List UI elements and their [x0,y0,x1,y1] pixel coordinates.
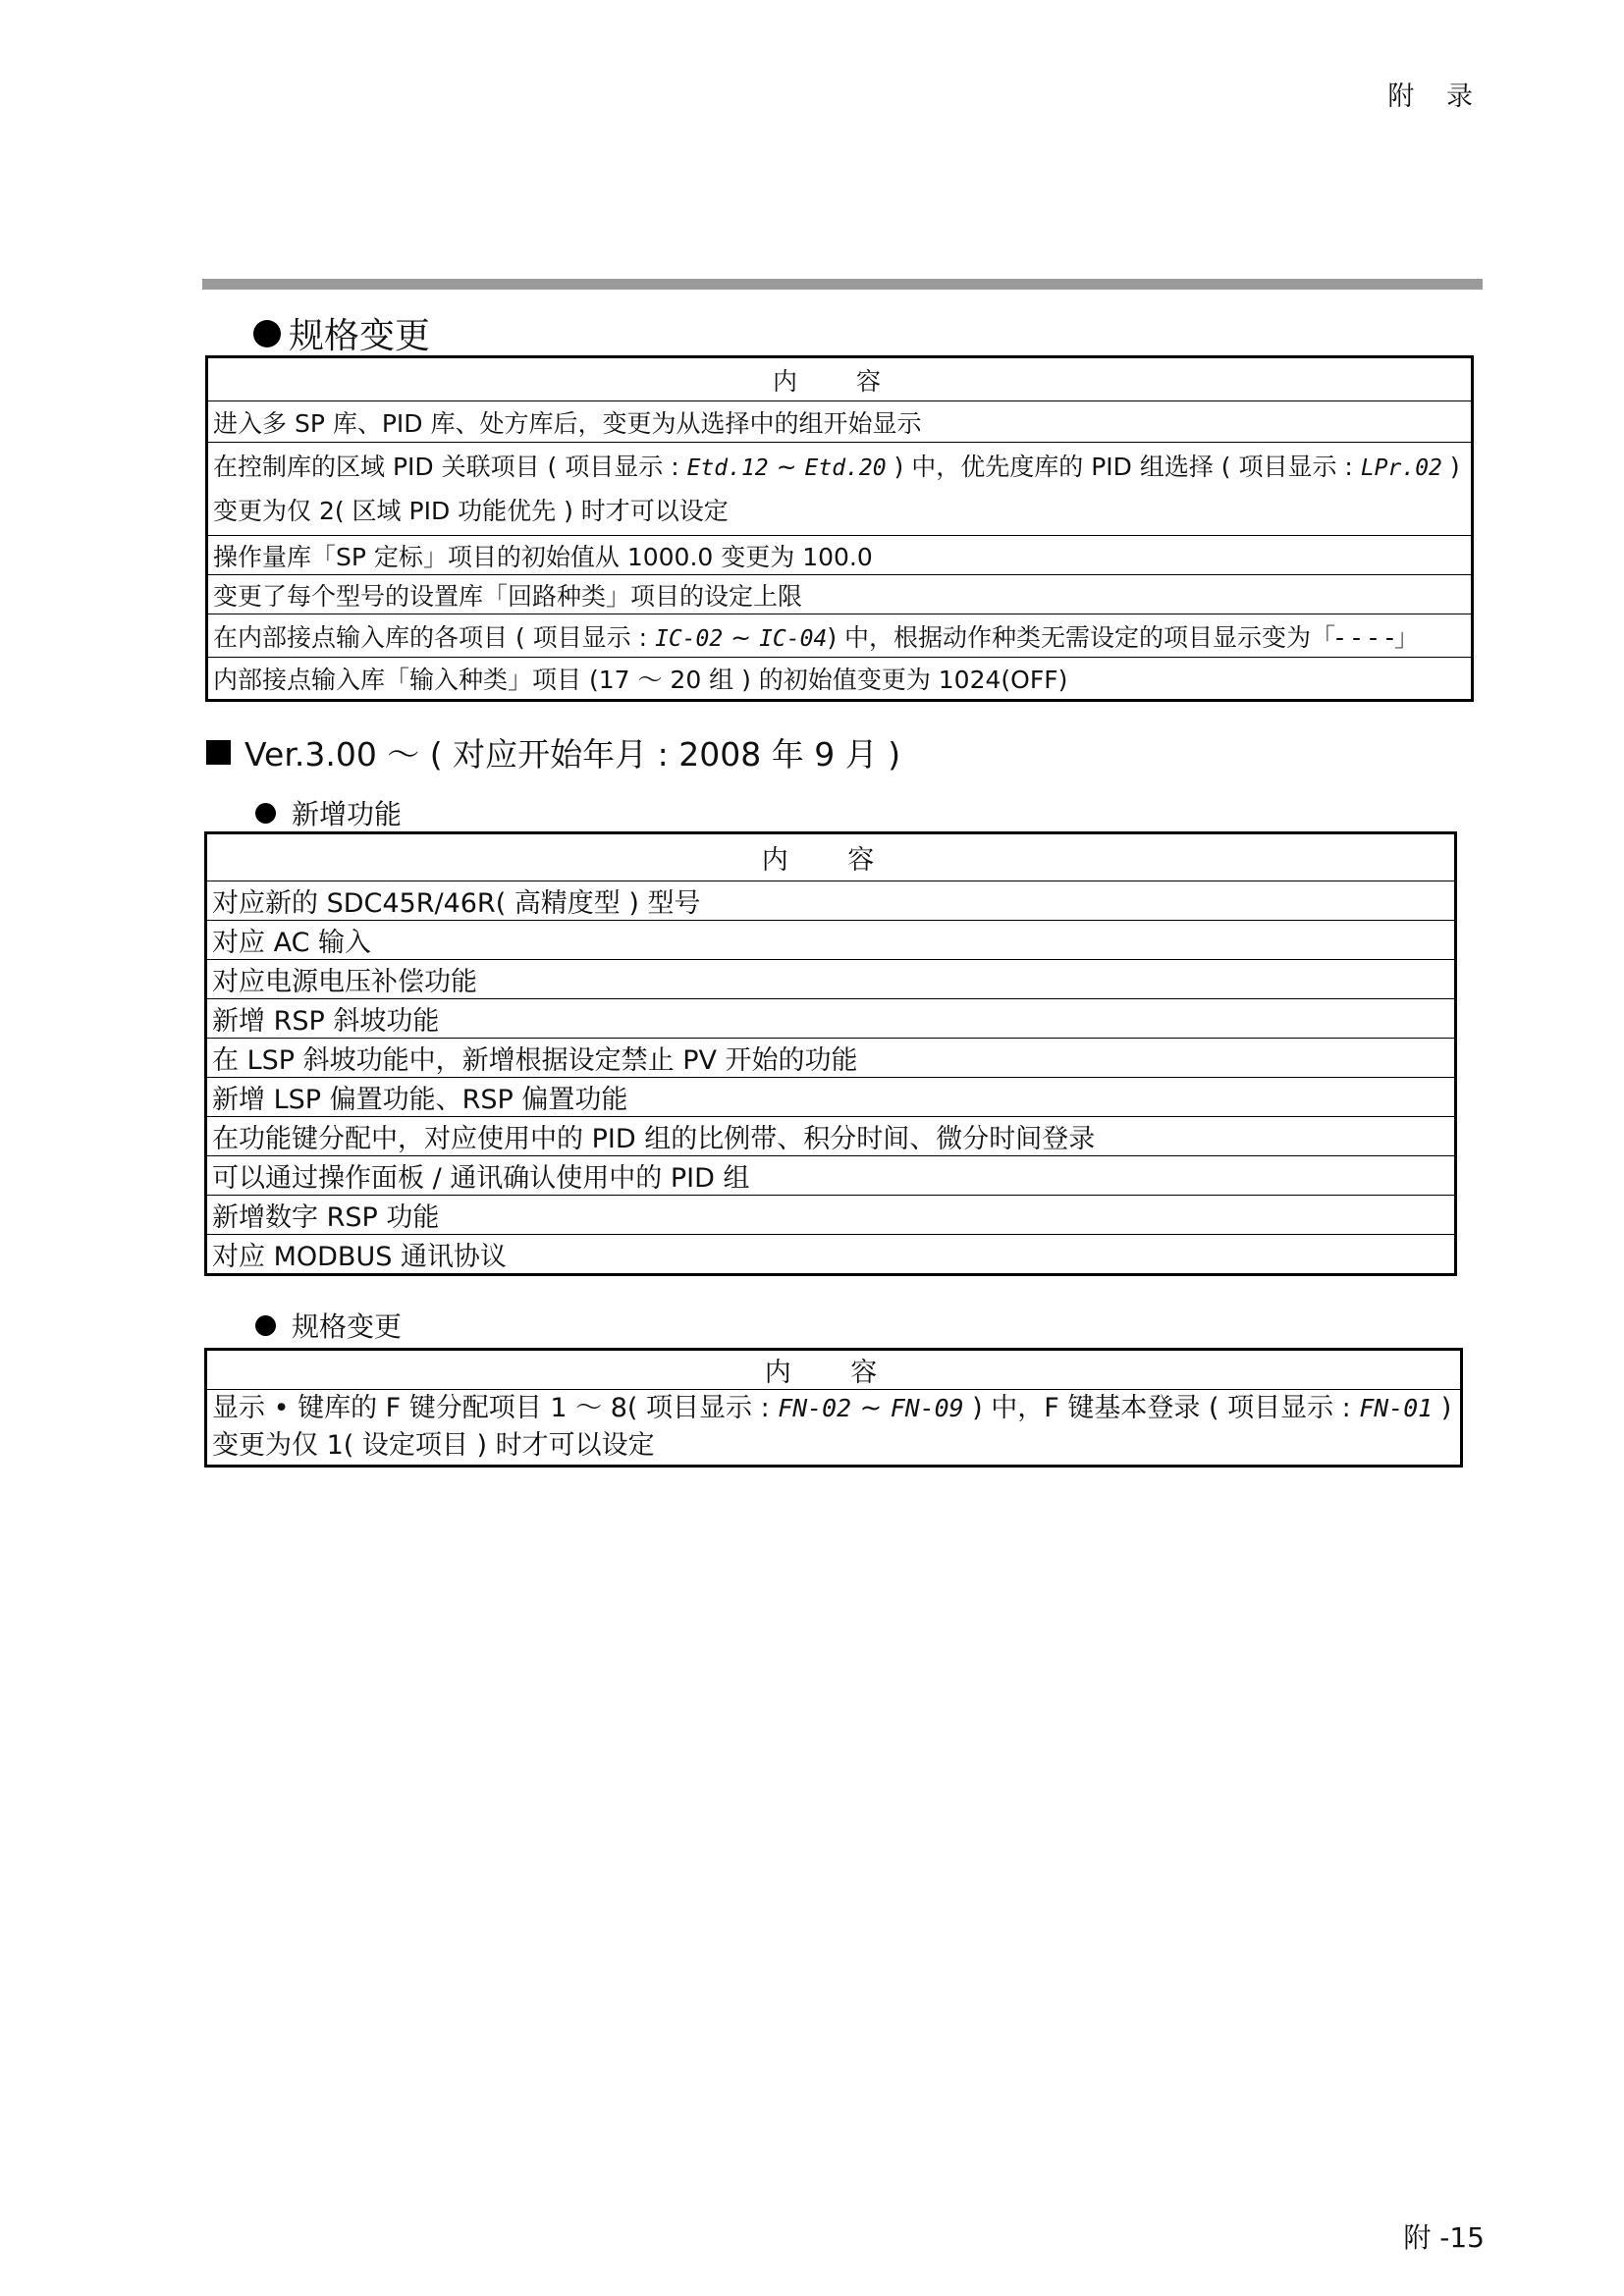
table-row [207,443,1473,536]
table-row [207,536,1473,575]
segment-display-code: Etd.12 [686,455,769,481]
square-bullet-icon [206,740,231,765]
bullet-icon [253,320,281,347]
table-cell: 对应 MODBUS 通讯协议 [206,1235,1456,1275]
table-row [206,1039,1456,1078]
section-title-text: 规格变更 [289,316,431,356]
table-cell: 在功能键分配中，对应使用中的 PID 组的比例带、积分时间、微分时间登录 [206,1117,1456,1156]
table-row [206,960,1456,999]
segment-display-code: IC-02 [654,625,724,652]
table-header: 内 容 [206,1350,1462,1390]
appendix-header: 附 录 [1387,81,1485,112]
section-title-text: 规格变更 [292,1310,403,1343]
section-title-spec-change [253,308,430,358]
table-cell: 新增 LSP 偏置功能、RSP 偏置功能 [206,1078,1456,1117]
table-row [207,401,1473,443]
spec-change-table-2 [204,1348,1463,1468]
section-title-spec-change-2 [255,1306,402,1345]
section-title-text: 新增功能 [292,798,403,830]
bullet-icon [255,1315,276,1336]
table-cell: 可以通过操作面板 / 通讯确认使用中的 PID 组 [206,1156,1456,1196]
new-features-table [204,831,1457,1276]
table-row [206,1078,1456,1117]
spec-change-table [205,355,1474,702]
table-cell: 内部接点输入库「输入种类」项目 (17 ～ 20 组 ) 的初始值变更为 1024(OFF) [207,658,1473,701]
table-cell: 显示 • 键库的 F 键分配项目 1 ～ 8( 项目显示 : FN-02 ~ FN-09 ) 中，F 键基本登录 ( 项目显示 : FN-01 ) 变更为仅 1( 设定项目 ) 时才可以设定 [206,1390,1462,1467]
segment-display-code: LPr.02 [1360,455,1442,481]
table-row [206,921,1456,960]
table-cell: 在 LSP 斜坡功能中，新增根据设定禁止 PV 开始的功能 [206,1039,1456,1078]
table-row [206,1156,1456,1196]
version-heading-text: Ver.3.00 ～ ( 对应开始年月 : 2008 年 9 月 ) [244,735,901,774]
page-number: 附 -15 [1403,2221,1485,2254]
segment-display-code: Etd.20 [804,455,887,481]
table-cell: 变更了每个型号的设置库「回路种类」项目的设定上限 [207,575,1473,614]
table-row [206,881,1456,921]
segment-display-code: IC-04 [759,625,828,652]
table-row [207,614,1473,658]
table-cell: 新增数字 RSP 功能 [206,1196,1456,1235]
table-cell: 对应新的 SDC45R/46R( 高精度型 ) 型号 [206,881,1456,921]
section-title-new-features [255,793,402,832]
table-cell: 进入多 SP 库、PID 库、处方库后，变更为从选择中的组开始显示 [207,401,1473,443]
table-cell: 在控制库的区域 PID 关联项目 ( 项目显示 : Etd.12 ~ Etd.20 ) 中，优先度库的 PID 组选择 ( 项目显示 : LPr.02 ) 变更为仅 2( 区域 PID 功能优先 ) 时才可以设定 [207,443,1473,536]
table-cell: 对应 AC 输入 [206,921,1456,960]
segment-display-code: FN-09 [890,1394,964,1422]
table-row [207,575,1473,614]
table-cell: 在内部接点输入库的各项目 ( 项目显示 : IC-02 ~ IC-04) 中，根据动作种类无需设定的项目显示变为「- - - -」 [207,614,1473,658]
table-row [207,658,1473,701]
table-cell: 操作量库「SP 定标」项目的初始值从 1000.0 变更为 100.0 [207,536,1473,575]
segment-display-code: FN-01 [1359,1394,1434,1422]
table-header: 内 容 [207,357,1473,401]
table-row [206,1196,1456,1235]
section-divider [202,279,1483,290]
table-cell: 对应电源电压补偿功能 [206,960,1456,999]
table-row [206,1235,1456,1275]
table-header: 内 容 [206,833,1456,881]
version-heading [206,729,900,775]
table-row [206,999,1456,1039]
table-row [206,1117,1456,1156]
table-row [206,1390,1462,1467]
table-cell: 新增 RSP 斜坡功能 [206,999,1456,1039]
bullet-icon [255,803,276,824]
segment-display-code: FN-02 [778,1394,852,1422]
